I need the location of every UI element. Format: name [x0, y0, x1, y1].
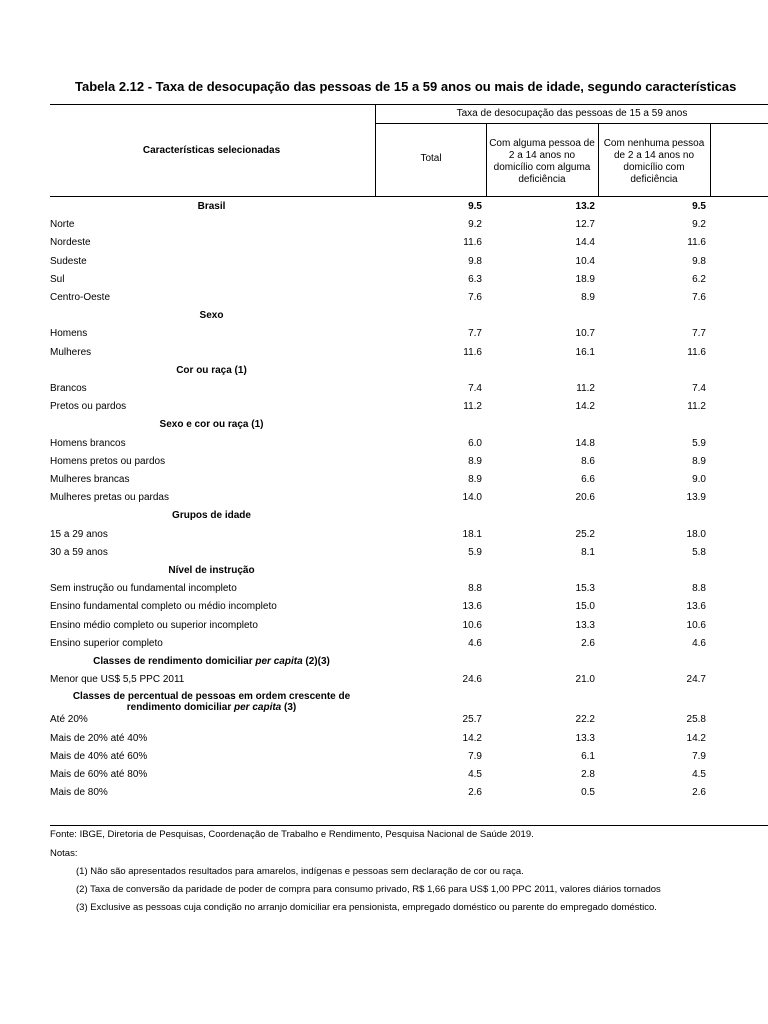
table-row [0, 344, 768, 362]
value-total: 9.2 [468, 219, 482, 231]
value-without-disability: 8.8 [692, 583, 706, 595]
table-row [0, 435, 768, 453]
section-header-text: Sexo [199, 310, 224, 322]
table-row [0, 398, 768, 416]
row-label: Ensino fundamental completo ou médio incompleto [50, 601, 277, 613]
table-row [0, 544, 768, 562]
col-header-with-disability: Com alguma pessoa de 2 a 14 anos no domicílio com alguma deficiência [489, 138, 595, 185]
section-header-italic: per capita [255, 656, 303, 667]
value-without-disability: 25.8 [686, 714, 706, 726]
value-total: 25.7 [462, 714, 482, 726]
value-total: 9.8 [468, 255, 482, 267]
row-label: Ensino médio completo ou superior incompleto [50, 619, 258, 631]
value-with-disability: 8.9 [581, 292, 595, 303]
row-label: Menor que US$ 5,5 PPC 2011 [50, 674, 185, 686]
value-with-disability: 0.5 [581, 787, 595, 799]
value-with-disability: 2.8 [581, 769, 595, 780]
section-header [50, 691, 373, 713]
section-header-suffix: (3) [281, 702, 297, 714]
value-without-disability: 18.0 [686, 528, 706, 540]
value-without-disability: 11.6 [687, 346, 706, 358]
table-row [0, 380, 768, 398]
table-row [0, 271, 768, 289]
row-label: Norte [50, 219, 75, 231]
section-header-text: Grupos de idade [172, 510, 251, 522]
value-with-disability: 2.6 [581, 637, 595, 649]
header-bottom-rule [50, 196, 768, 197]
value-without-disability: 6.2 [692, 273, 706, 285]
table-title: Tabela 2.12 - Taxa de desocupação das pessoas de 15 a 59 anos ou mais de idade, segundo características [75, 79, 737, 94]
value-total: 8.9 [468, 455, 482, 467]
col-header-total: Total [420, 153, 442, 164]
row-label: 30 a 59 anos [50, 546, 108, 558]
value-with-disability: 11.2 [576, 383, 595, 394]
value-total: 11.6 [463, 237, 482, 249]
row-label: Homens brancos [50, 437, 126, 449]
header-divider-2 [486, 123, 487, 196]
row-label: 15 a 29 anos [50, 528, 108, 540]
value-total: 6.3 [468, 273, 482, 285]
value-total: 18.1 [462, 528, 482, 540]
value-total: 24.6 [462, 674, 482, 686]
header-top-rule [50, 104, 768, 105]
row-label: Mais de 60% até 80% [50, 769, 148, 780]
table-row [0, 325, 768, 343]
value-with-disability: 21.0 [575, 674, 595, 686]
section-row [0, 653, 768, 671]
section-header [50, 565, 373, 576]
value-total: 6.0 [468, 437, 482, 449]
section-header-text: Nível de instrução [168, 565, 255, 576]
value-with-disability: 15.3 [575, 583, 595, 595]
value-total: 7.4 [468, 383, 482, 394]
row-label: Mulheres brancas [50, 474, 130, 485]
value-without-disability: 4.5 [692, 769, 706, 780]
section-header [50, 656, 373, 667]
value-without-disability: 7.7 [692, 328, 706, 340]
row-label: Mulheres [50, 346, 92, 358]
value-with-disability: 6.6 [581, 474, 595, 485]
value-total: 11.6 [463, 346, 482, 358]
value-with-disability: 20.6 [575, 492, 595, 504]
value-without-disability: 8.9 [692, 455, 706, 467]
value-with-disability: 18.9 [575, 273, 595, 285]
value-with-disability: 10.7 [575, 328, 595, 340]
value-with-disability: 16.1 [575, 346, 595, 358]
value-without-disability: 10.6 [686, 619, 706, 631]
table-row [0, 766, 768, 784]
value-total: 8.8 [468, 583, 482, 595]
value-without-disability: 9.5 [692, 201, 706, 212]
footer-source: Fonte: IBGE, Diretoria de Pesquisas, Coordenação de Trabalho e Rendimento, Pesquisa Nacional de Saúde 2019. [50, 829, 534, 840]
value-total: 7.7 [468, 328, 482, 340]
table-row [0, 234, 768, 252]
value-with-disability: 14.8 [575, 437, 595, 449]
value-total: 8.9 [468, 474, 482, 485]
row-label: Ensino superior completo [50, 637, 163, 649]
table-bottom-rule [50, 825, 768, 826]
header-divider-3 [598, 123, 599, 196]
row-label: Até 20% [50, 714, 88, 726]
value-with-disability: 15.0 [575, 601, 595, 613]
value-with-disability: 22.2 [575, 714, 595, 726]
value-without-disability: 9.0 [692, 474, 706, 485]
table-row [0, 617, 768, 635]
value-without-disability: 2.6 [692, 787, 706, 799]
value-without-disability: 4.6 [692, 637, 706, 649]
value-total: 10.6 [462, 619, 482, 631]
footer-notes-label: Notas: [50, 848, 78, 859]
value-without-disability: 11.6 [687, 237, 706, 249]
value-with-disability: 13.3 [575, 732, 595, 744]
value-with-disability: 13.2 [575, 201, 595, 212]
table-row [0, 748, 768, 766]
value-without-disability: 24.7 [686, 674, 706, 686]
table-row [0, 216, 768, 234]
value-without-disability: 14.2 [686, 732, 706, 744]
value-total: 4.6 [468, 637, 482, 649]
row-label: Mais de 40% até 60% [50, 750, 148, 762]
section-header-suffix: (2)(3) [302, 656, 330, 667]
table-row [0, 635, 768, 653]
footer-note-1: (1) Não são apresentados resultados para amarelos, indígenas e pessoas sem declaração de cor ou raça. [76, 866, 524, 877]
row-label: Mulheres pretas ou pardas [50, 492, 169, 504]
value-with-disability: 8.6 [581, 455, 595, 467]
table-row [0, 453, 768, 471]
section-row [0, 307, 768, 325]
footer-note-2: (2) Taxa de conversão da paridade de poder de compra para consumo privado, R$ 1,66 para US$ 1,00 PPC 2011, valores diários tornados [76, 884, 661, 895]
value-with-disability: 14.2 [575, 401, 595, 413]
value-with-disability: 25.2 [575, 528, 595, 540]
table-row [0, 598, 768, 616]
value-without-disability: 5.8 [692, 546, 706, 558]
value-total: 11.2 [463, 401, 482, 413]
table-row [0, 730, 768, 748]
value-without-disability: 9.2 [692, 219, 706, 231]
table-row [0, 489, 768, 507]
section-header-text: Sexo e cor ou raça (1) [159, 419, 264, 431]
row-label: Pretos ou pardos [50, 401, 127, 413]
value-without-disability: 7.6 [692, 292, 706, 303]
value-total: 14.2 [462, 732, 482, 744]
value-without-disability: 13.6 [686, 601, 706, 613]
value-total: 4.5 [468, 769, 482, 780]
section-row [0, 198, 768, 216]
header-divider-4 [710, 123, 711, 196]
row-label: Brancos [50, 383, 87, 394]
value-without-disability: 7.4 [692, 383, 706, 394]
section-header-text: rendimento domiciliar [126, 702, 232, 714]
value-with-disability: 13.3 [575, 619, 595, 631]
section-header [50, 365, 373, 376]
value-total: 5.9 [468, 546, 482, 558]
value-without-disability: 13.9 [686, 492, 706, 504]
row-label-header: Características selecionadas [142, 145, 281, 156]
value-total: 2.6 [468, 787, 482, 799]
value-without-disability: 11.2 [687, 401, 706, 413]
table-row [0, 580, 768, 598]
row-label: Mais de 20% até 40% [50, 732, 148, 744]
row-label: Sem instrução ou fundamental incompleto [50, 583, 237, 595]
value-total: 13.6 [462, 601, 482, 613]
section-header-text: Classes de rendimento domiciliar [93, 656, 253, 667]
value-with-disability: 6.1 [581, 750, 595, 762]
table-row [0, 784, 768, 802]
value-without-disability: 7.9 [692, 750, 706, 762]
row-label: Nordeste [50, 237, 91, 249]
section-row [0, 362, 768, 380]
value-with-disability: 12.7 [575, 219, 595, 231]
section-header-italic: per capita [234, 702, 282, 714]
value-with-disability: 8.1 [581, 546, 595, 558]
section-row [0, 562, 768, 580]
table-row [0, 253, 768, 271]
value-with-disability: 14.4 [575, 237, 595, 249]
value-without-disability: 5.9 [692, 437, 706, 449]
table-row [0, 526, 768, 544]
table-row [0, 471, 768, 489]
section-header [50, 419, 373, 430]
row-label: Mais de 80% [50, 787, 108, 799]
value-total: 7.6 [468, 292, 482, 303]
table-row [0, 289, 768, 307]
row-label: Centro-Oeste [50, 292, 111, 303]
section-header [50, 201, 373, 212]
footer-note-3: (3) Exclusive as pessoas cuja condição no arranjo domiciliar era pensionista, empregado doméstico ou parente do empregado doméstico. [76, 902, 657, 913]
section-header [50, 310, 373, 321]
value-without-disability: 9.8 [692, 255, 706, 267]
row-label: Sudeste [50, 255, 87, 267]
table-row [0, 671, 768, 689]
super-header: Taxa de desocupação das pessoas de 15 a 59 anos [456, 108, 688, 119]
table-row [0, 711, 768, 729]
row-label: Sul [50, 273, 65, 285]
section-row [0, 416, 768, 434]
section-header [50, 510, 373, 521]
section-header-line: Classes de percentual de pessoas em ordem crescente de [72, 691, 351, 703]
value-total: 7.9 [468, 750, 482, 762]
section-row [0, 507, 768, 525]
value-total: 14.0 [462, 492, 482, 504]
row-label: Homens [50, 328, 88, 340]
value-total: 9.5 [468, 201, 482, 212]
section-header-text: Brasil [197, 201, 226, 212]
col-header-without-disability: Com nenhuma pessoa de 2 a 14 anos no domicílio com deficiência [603, 138, 705, 185]
section-header-text: Cor ou raça (1) [176, 364, 247, 376]
row-label: Homens pretos ou pardos [50, 455, 166, 467]
value-with-disability: 10.4 [575, 255, 595, 267]
